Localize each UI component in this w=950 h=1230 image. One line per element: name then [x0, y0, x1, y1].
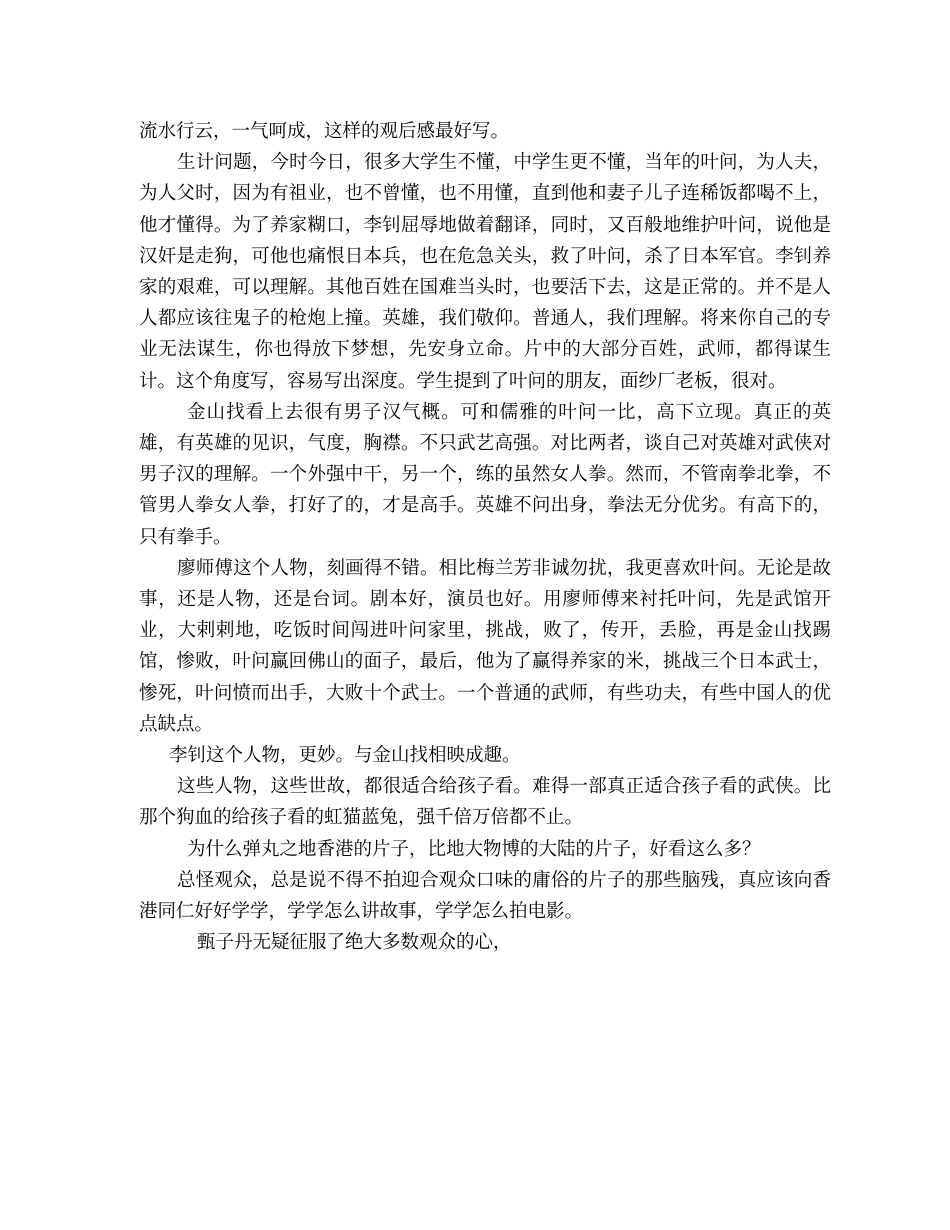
paragraph-3: 金山找看上去很有男子汉气概。可和儒雅的叶问一比，高下立现。真正的英雄，有英雄的见识，气度，胸襟。不只武艺高强。对比两者，谈自己对英雄对武侠对男子汉的理解。一个外强中干，另一个，练的虽然女人拳。然而，不管南拳北拳，不管男人拳女人拳，打好了的，才是高手。英雄不问出身，拳法无分优劣。有高下的，只有拳手。: [139, 401, 831, 548]
paragraph-7: 为什么弹丸之地香港的片子，比地大物博的大陆的片子，好看这么多？: [187, 838, 761, 860]
paragraph-5: 李钊这个人物，更妙。与金山找相映成趣。: [169, 745, 521, 767]
paragraph-4: 廖师傅这个人物，刻画得不错。相比梅兰芳非诚勿扰，我更喜欢叶问。无论是故事，还是人物，还是台词。剧本好，演员也好。用廖师傅来衬托叶问，先是武馆开业，大剌剌地，吃饭时间闯进叶问家里，挑战，败了，传开，丢脸，再是金山找踢馆，惨败，叶问赢回佛山的面子，最后，他为了赢得养家的米，挑战三个日本武士，惨死，叶问愤而出手，大败十个武士。一个普通的武师，有些功夫，有些中国人的优点缺点。: [139, 557, 831, 735]
document-page: [139, 116, 831, 958]
paragraph-1: 流水行云，一气呵成，这样的观后感最好写。: [139, 121, 510, 142]
paragraph-6: 这些人物，这些世故，都很适合给孩子看。难得一部真正适合孩子看的武侠。比那个狗血的给孩子看的虹猫蓝兔，强千倍万倍都不止。: [139, 776, 831, 829]
paragraph-9: 甄子丹无疑征服了绝大多数观众的心，: [197, 932, 512, 954]
paragraph-2: 生计问题，今时今日，很多大学生不懂，中学生更不懂，当年的叶问，为人夫，为人父时，因为有祖业，也不曾懂，也不用懂，直到他和妻子儿子连稀饭都喝不上，他才懂得。为了养家糊口，李钊屈辱地做着翻译，同时，又百般地维护叶问，说他是汉奸是走狗，可他也痛恨日本兵，也在危急关头，救了叶问，杀了日本军官。李钊养家的艰难，可以理解。其他百姓在国难当头时，也要活下去，这是正常的。并不是人人都应该往鬼子的枪炮上撞。英雄，我们敬仰。普通人，我们理解。将来你自己的专业无法谋生，你也得放下梦想，先安身立命。片中的大部分百姓，武师，都得谋生计。这个角度写，容易写出深度。学生提到了叶问的朋友，面纱厂老板，很对。: [139, 152, 831, 392]
paragraph-8: 总怪观众，总是说不得不拍迎合观众口味的庸俗的片子的那些脑残，真应该向香港同仁好好学学，学学怎么讲故事，学学怎么拍电影。: [139, 869, 831, 923]
